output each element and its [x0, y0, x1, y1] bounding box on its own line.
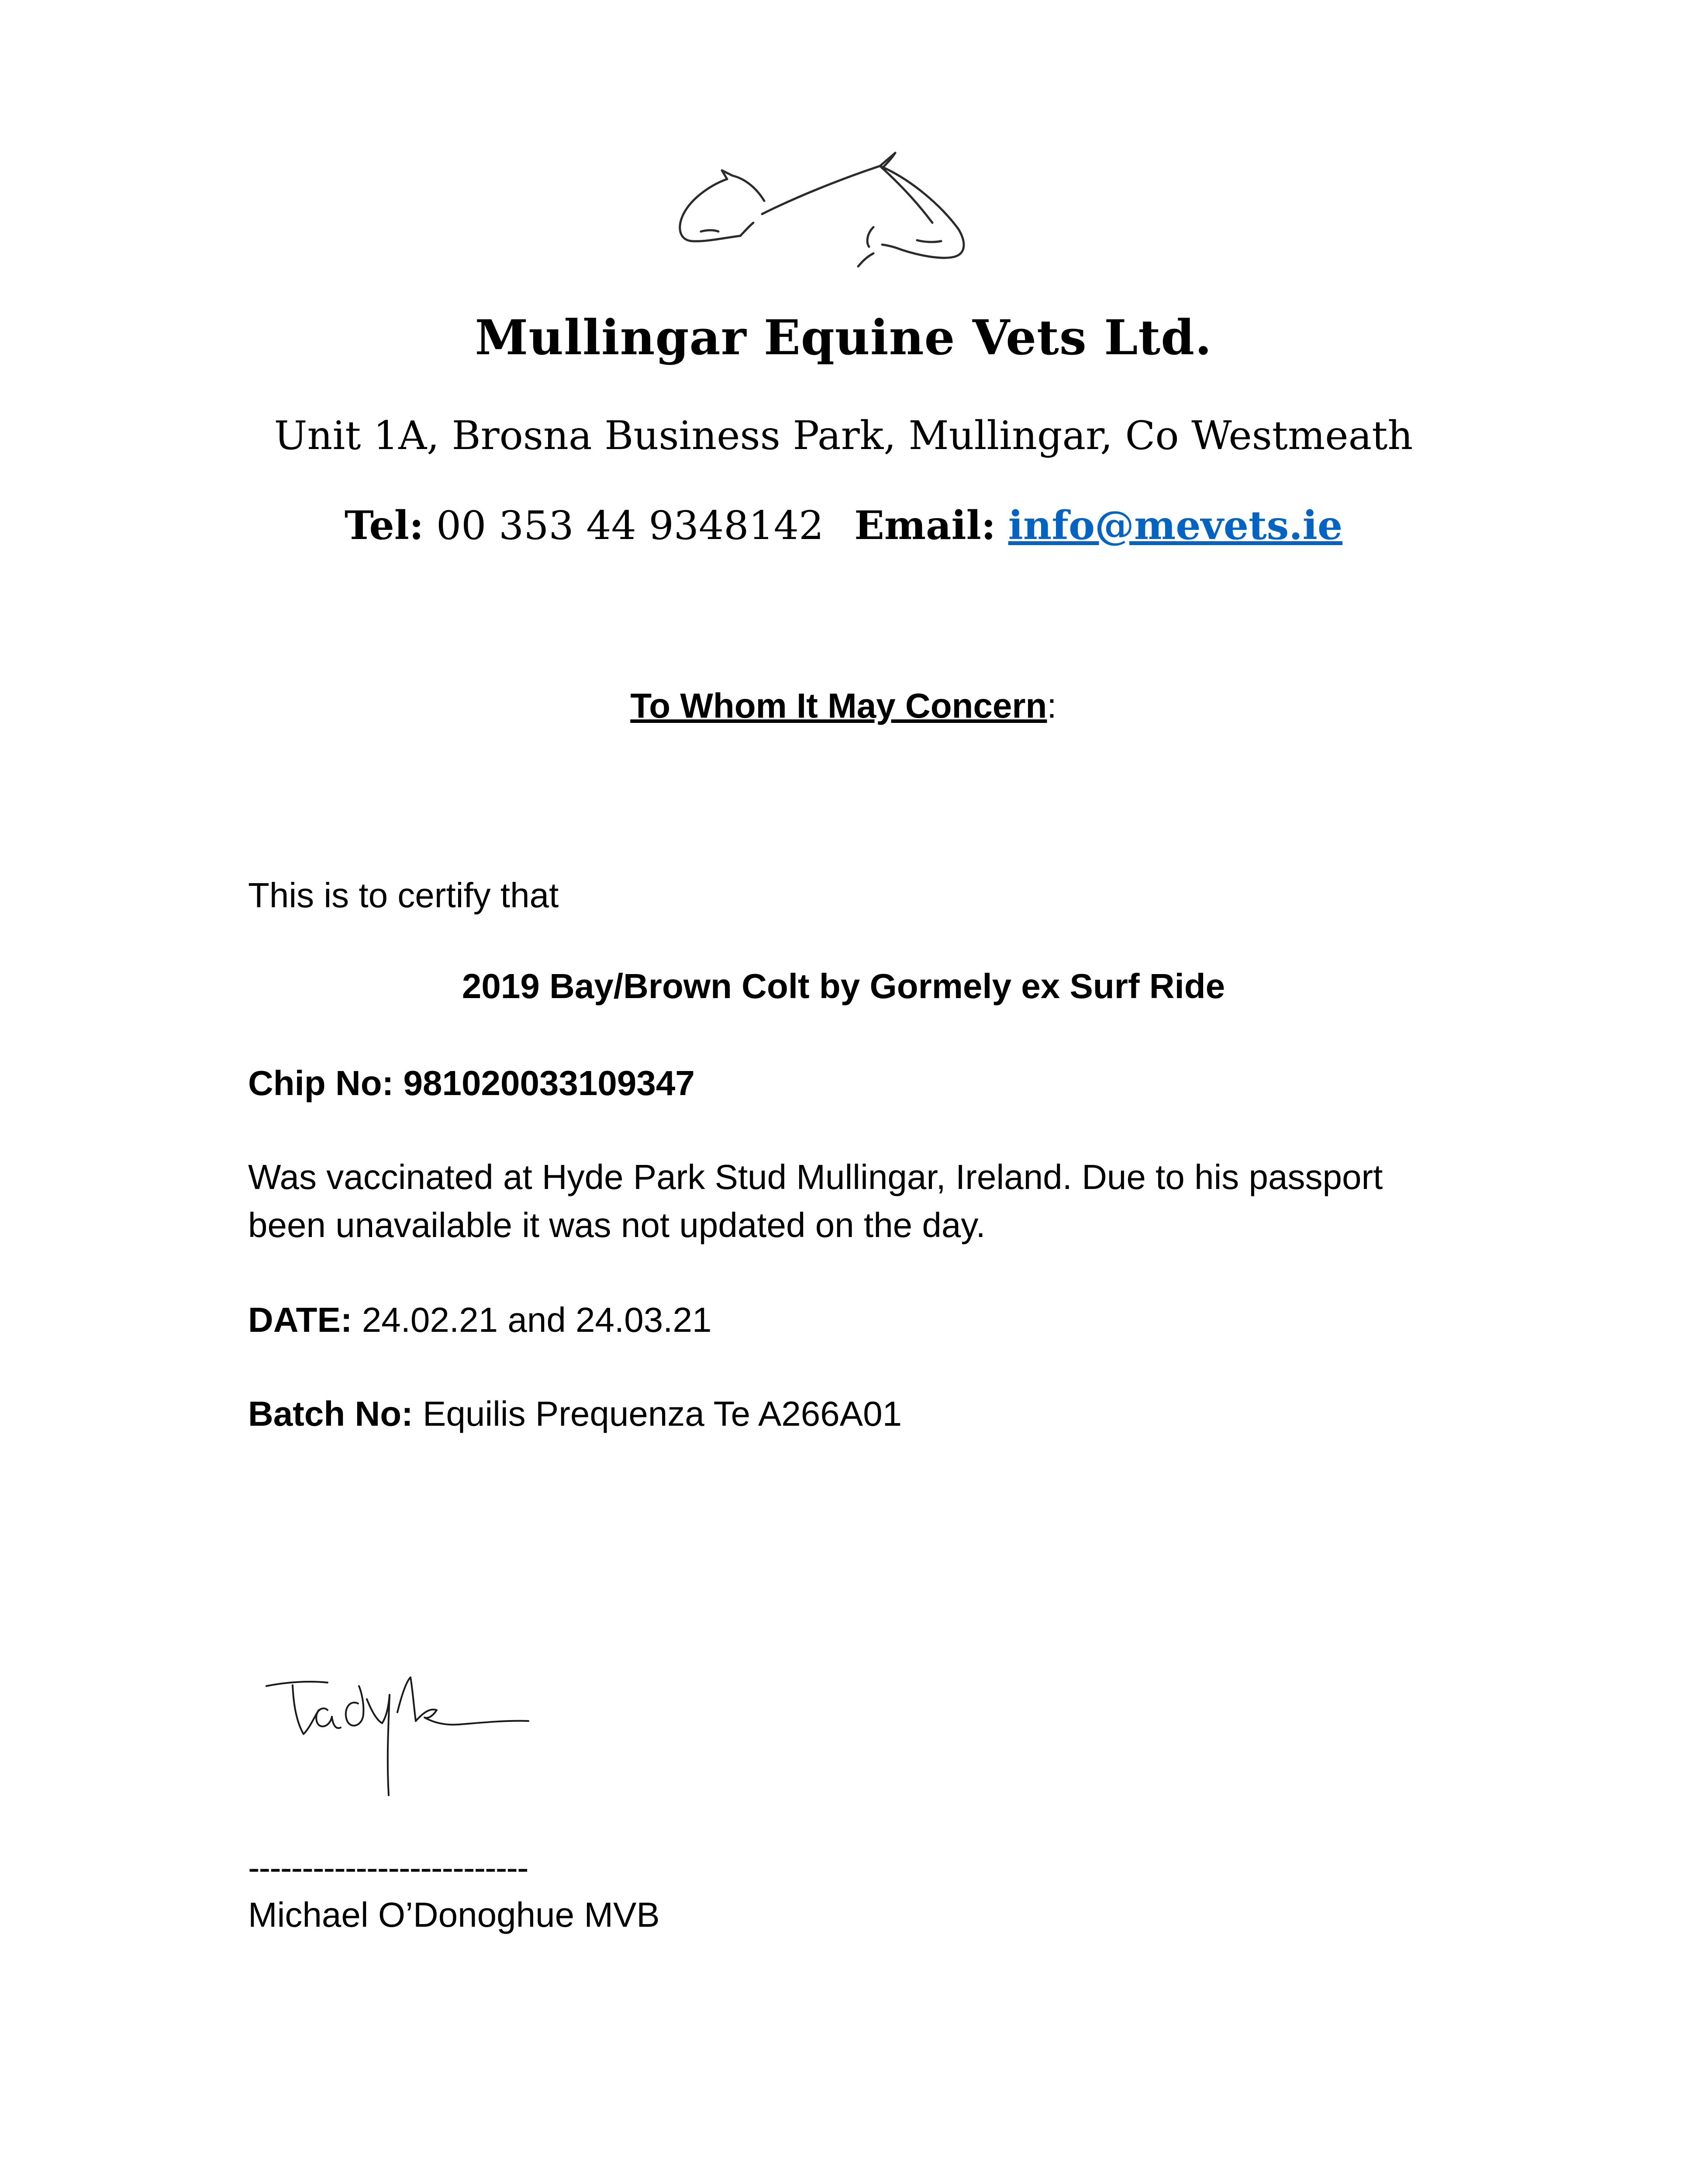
date-value: 24.02.21 and 24.03.21: [362, 1300, 712, 1339]
email-label: Email:: [854, 502, 996, 549]
date-label: DATE:: [248, 1300, 352, 1339]
signature-line: --------------------------: [248, 1848, 528, 1887]
vaccination-paragraph: [248, 1153, 1515, 1249]
company-name: Mullingar Equine Vets Ltd.: [475, 309, 1212, 366]
salutation: [0, 686, 1687, 726]
horse-description: 2019 Bay/Brown Colt by Gormely ex Surf Ride: [462, 967, 1225, 1006]
signatory-name: Michael O’Donoghue MVB: [248, 1895, 660, 1934]
batch-label: Batch No:: [248, 1394, 413, 1433]
horse-heads-logo-icon: [675, 149, 976, 271]
batch-value: Equilis Prequenza Te A266A01: [423, 1394, 902, 1433]
vaccination-line-2: been unavailable it was not updated on the day.: [248, 1206, 986, 1244]
email-link[interactable]: info@mevets.ie: [1008, 502, 1343, 549]
date-line: [248, 1296, 1515, 1344]
signature-icon: [262, 1669, 533, 1808]
vaccination-line-1: Was vaccinated at Hyde Park Stud Mullingar, Ireland. Due to his passport: [248, 1158, 1383, 1196]
contact-line: [0, 502, 1687, 549]
salutation-text: To Whom It May Concern: [630, 686, 1047, 725]
chip-value: 981020033109347: [403, 1064, 695, 1102]
tel-value: 00 353 44 9348142: [436, 503, 824, 549]
chip-label: Chip No:: [248, 1064, 394, 1102]
salutation-suffix: :: [1047, 686, 1057, 725]
batch-line: [248, 1390, 1515, 1438]
company-address: Unit 1A, Brosna Business Park, Mullingar, Co Westmeath: [274, 413, 1413, 459]
tel-label: Tel:: [344, 502, 424, 549]
intro-text: This is to certify that: [248, 876, 559, 915]
chip-number: [248, 1059, 1515, 1107]
